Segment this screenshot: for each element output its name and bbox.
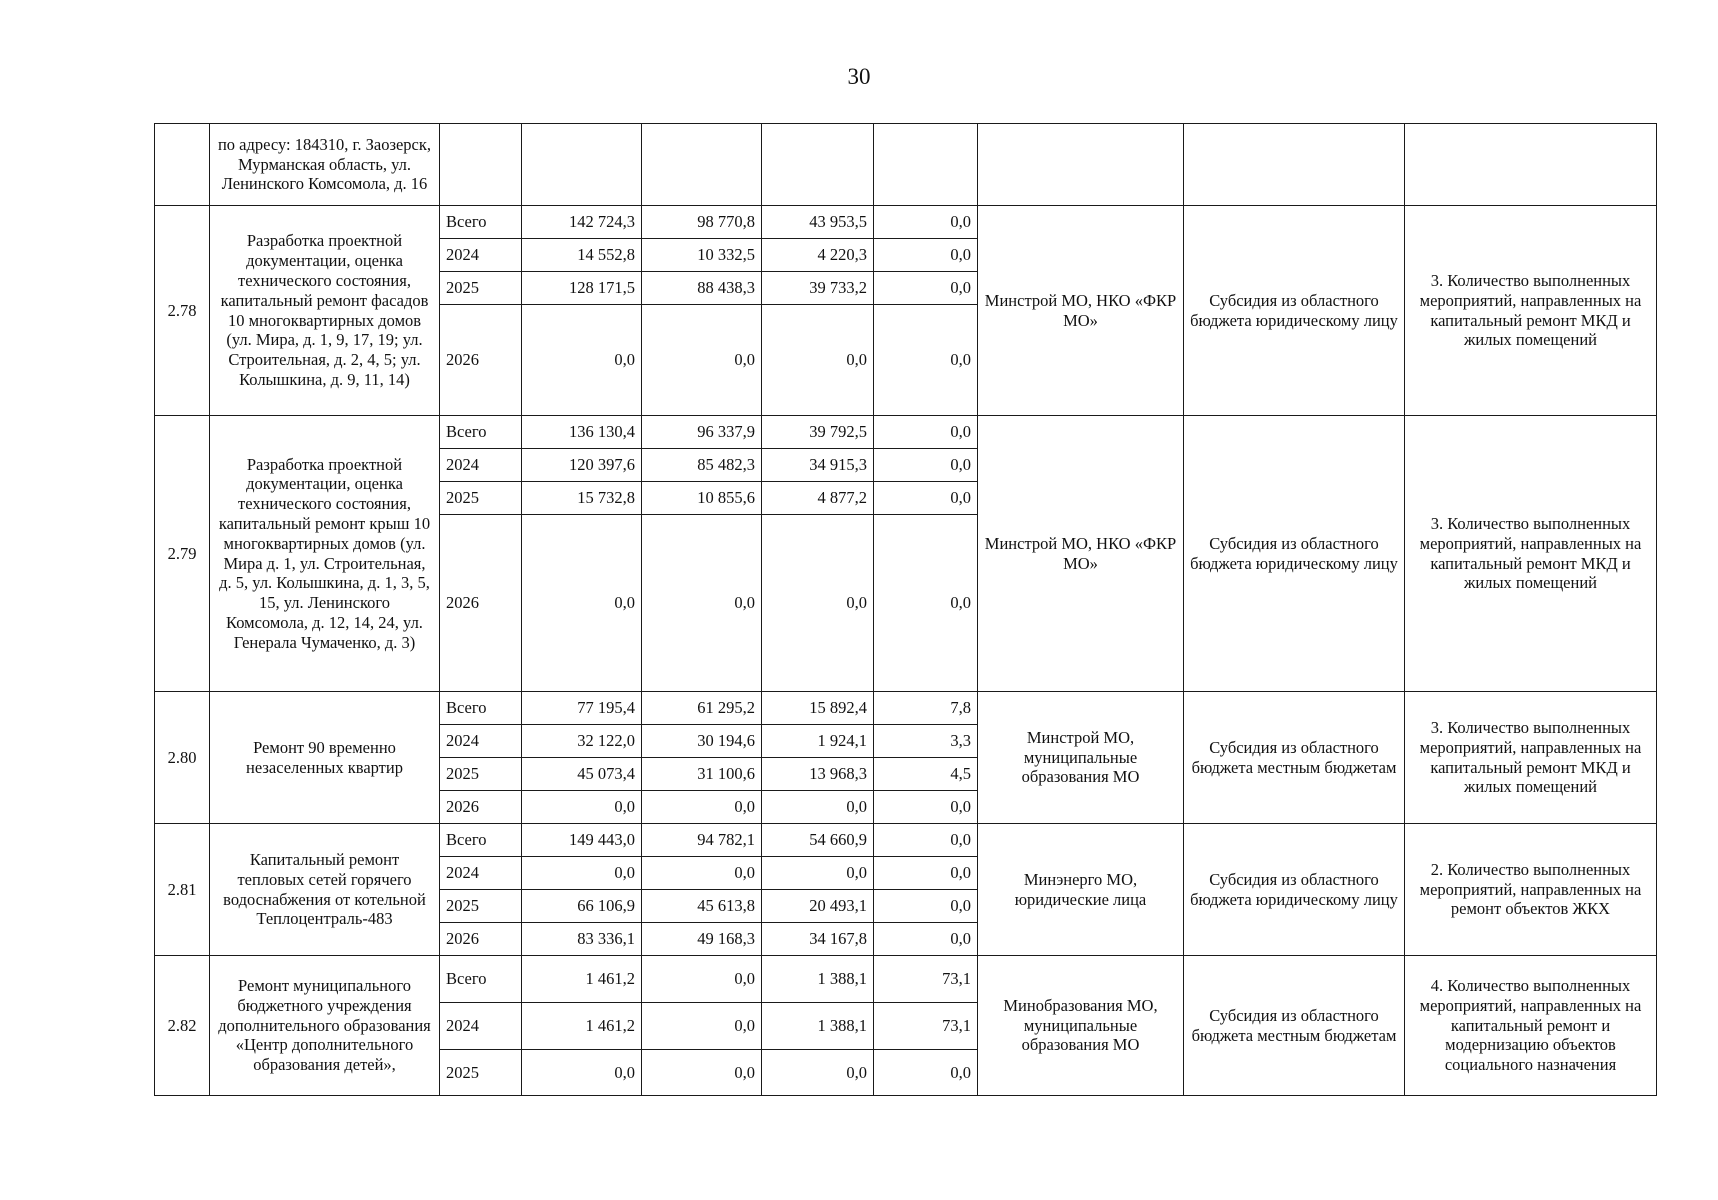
year-cell: Всего	[440, 206, 522, 239]
item-number: 2.80	[155, 692, 210, 824]
executor-cell: Минстрой МО, НКО «ФКР МО»	[978, 416, 1184, 692]
value-cell: 0,0	[762, 857, 874, 890]
value-cell: 0,0	[874, 923, 978, 956]
item-description: Капитальный ремонт тепловых сетей горячего водоснабжения от котельной Теплоцентраль-483	[210, 824, 440, 956]
value-cell: 73,1	[874, 956, 978, 1003]
executor-cell: Минстрой МО, НКО «ФКР МО»	[978, 206, 1184, 416]
year-cell: 2026	[440, 791, 522, 824]
value-cell: 0,0	[642, 515, 762, 692]
value-cell: 0,0	[874, 824, 978, 857]
year-cell: 2026	[440, 923, 522, 956]
value-cell: 0,0	[874, 272, 978, 305]
year-cell	[440, 124, 522, 206]
item-number: 2.82	[155, 956, 210, 1096]
result-cell: 3. Количество выполненных мероприятий, направленных на капитальный ремонт МКД и жилых помещений	[1405, 416, 1657, 692]
year-cell: 2025	[440, 482, 522, 515]
value-cell	[522, 124, 642, 206]
year-cell: 2025	[440, 272, 522, 305]
value-cell: 0,0	[642, 791, 762, 824]
result-cell: 2. Количество выполненных мероприятий, направленных на ремонт объектов ЖКХ	[1405, 824, 1657, 956]
item-number: 2.79	[155, 416, 210, 692]
value-cell: 39 792,5	[762, 416, 874, 449]
value-cell: 142 724,3	[522, 206, 642, 239]
executor-cell	[978, 124, 1184, 206]
value-cell: 13 968,3	[762, 758, 874, 791]
value-cell: 0,0	[874, 482, 978, 515]
value-cell: 4,5	[874, 758, 978, 791]
value-cell: 0,0	[874, 1050, 978, 1096]
value-cell: 43 953,5	[762, 206, 874, 239]
value-cell: 0,0	[522, 515, 642, 692]
executor-cell: Минстрой МО, муниципальные образования МО	[978, 692, 1184, 824]
value-cell: 83 336,1	[522, 923, 642, 956]
value-cell: 1 461,2	[522, 956, 642, 1003]
value-cell: 0,0	[762, 1050, 874, 1096]
program-table	[154, 123, 1657, 1096]
year-cell: 2026	[440, 515, 522, 692]
item-description: Ремонт муниципального бюджетного учреждения дополнительного образования «Центр дополнительного образования детей»,	[210, 956, 440, 1096]
result-cell: 4. Количество выполненных мероприятий, направленных на капитальный ремонт и модернизацию объектов социального назначения	[1405, 956, 1657, 1096]
value-cell: 0,0	[874, 890, 978, 923]
table-row	[155, 124, 1657, 206]
year-cell: 2024	[440, 449, 522, 482]
value-cell: 0,0	[642, 1003, 762, 1050]
value-cell: 0,0	[874, 515, 978, 692]
value-cell: 0,0	[874, 239, 978, 272]
result-cell: 3. Количество выполненных мероприятий, направленных на капитальный ремонт МКД и жилых помещений	[1405, 206, 1657, 416]
value-cell: 0,0	[874, 416, 978, 449]
table-row	[155, 824, 1657, 857]
value-cell: 0,0	[762, 515, 874, 692]
year-cell: 2026	[440, 305, 522, 416]
value-cell: 49 168,3	[642, 923, 762, 956]
funding-cell	[1184, 124, 1405, 206]
table-row	[155, 956, 1657, 1003]
year-cell: 2024	[440, 725, 522, 758]
value-cell: 15 892,4	[762, 692, 874, 725]
value-cell: 54 660,9	[762, 824, 874, 857]
funding-cell: Субсидия из областного бюджета местным бюджетам	[1184, 692, 1405, 824]
funding-cell: Субсидия из областного бюджета юридическому лицу	[1184, 206, 1405, 416]
value-cell: 0,0	[642, 305, 762, 416]
value-cell: 0,0	[874, 857, 978, 890]
item-description: Разработка проектной документации, оценка технического состояния, капитальный ремонт фасадов 10 многоквартирных домов (ул. Мира, д. 1, 9, 17, 19; ул. Строительная, д. 2, 4, 5; ул. Колышкина, д. 9, 11, 14)	[210, 206, 440, 416]
value-cell: 0,0	[522, 1050, 642, 1096]
value-cell: 1 388,1	[762, 1003, 874, 1050]
value-cell: 0,0	[762, 791, 874, 824]
funding-cell: Субсидия из областного бюджета юридическому лицу	[1184, 416, 1405, 692]
table-row	[155, 206, 1657, 239]
item-description: Ремонт 90 временно незаселенных квартир	[210, 692, 440, 824]
value-cell: 20 493,1	[762, 890, 874, 923]
value-cell: 0,0	[874, 449, 978, 482]
result-cell	[1405, 124, 1657, 206]
year-cell: Всего	[440, 956, 522, 1003]
value-cell: 10 855,6	[642, 482, 762, 515]
year-cell: 2024	[440, 239, 522, 272]
value-cell: 39 733,2	[762, 272, 874, 305]
value-cell: 7,8	[874, 692, 978, 725]
value-cell: 0,0	[762, 305, 874, 416]
value-cell: 0,0	[874, 206, 978, 239]
value-cell: 120 397,6	[522, 449, 642, 482]
value-cell: 1 924,1	[762, 725, 874, 758]
year-cell: Всего	[440, 824, 522, 857]
value-cell: 4 877,2	[762, 482, 874, 515]
executor-cell: Минобразования МО, муниципальные образования МО	[978, 956, 1184, 1096]
value-cell: 0,0	[642, 956, 762, 1003]
year-cell: Всего	[440, 692, 522, 725]
value-cell: 98 770,8	[642, 206, 762, 239]
value-cell: 0,0	[642, 857, 762, 890]
value-cell: 31 100,6	[642, 758, 762, 791]
value-cell: 1 461,2	[522, 1003, 642, 1050]
value-cell: 0,0	[642, 1050, 762, 1096]
year-cell: 2025	[440, 1050, 522, 1096]
table-row	[155, 416, 1657, 449]
year-cell: 2024	[440, 857, 522, 890]
table-row	[155, 692, 1657, 725]
page-number: 30	[847, 64, 871, 89]
value-cell: 0,0	[522, 857, 642, 890]
value-cell: 34 167,8	[762, 923, 874, 956]
value-cell: 0,0	[874, 305, 978, 416]
value-cell: 85 482,3	[642, 449, 762, 482]
item-number: 2.78	[155, 206, 210, 416]
value-cell: 1 388,1	[762, 956, 874, 1003]
value-cell: 77 195,4	[522, 692, 642, 725]
value-cell: 32 122,0	[522, 725, 642, 758]
value-cell: 0,0	[522, 791, 642, 824]
year-cell: 2025	[440, 890, 522, 923]
value-cell: 88 438,3	[642, 272, 762, 305]
value-cell	[874, 124, 978, 206]
year-cell: Всего	[440, 416, 522, 449]
value-cell: 34 915,3	[762, 449, 874, 482]
value-cell: 10 332,5	[642, 239, 762, 272]
value-cell: 128 171,5	[522, 272, 642, 305]
funding-cell: Субсидия из областного бюджета юридическому лицу	[1184, 824, 1405, 956]
value-cell: 14 552,8	[522, 239, 642, 272]
value-cell: 0,0	[874, 791, 978, 824]
year-cell: 2025	[440, 758, 522, 791]
year-cell: 2024	[440, 1003, 522, 1050]
value-cell: 45 613,8	[642, 890, 762, 923]
executor-cell: Минэнерго МО, юридические лица	[978, 824, 1184, 956]
value-cell: 73,1	[874, 1003, 978, 1050]
item-description: по адресу: 184310, г. Заозерск, Мурманская область, ул. Ленинского Комсомола, д. 16	[210, 124, 440, 206]
value-cell: 3,3	[874, 725, 978, 758]
value-cell: 30 194,6	[642, 725, 762, 758]
value-cell: 4 220,3	[762, 239, 874, 272]
value-cell: 136 130,4	[522, 416, 642, 449]
value-cell: 0,0	[522, 305, 642, 416]
value-cell: 149 443,0	[522, 824, 642, 857]
item-number	[155, 124, 210, 206]
value-cell: 61 295,2	[642, 692, 762, 725]
result-cell: 3. Количество выполненных мероприятий, направленных на капитальный ремонт МКД и жилых помещений	[1405, 692, 1657, 824]
item-number: 2.81	[155, 824, 210, 956]
value-cell: 45 073,4	[522, 758, 642, 791]
funding-cell: Субсидия из областного бюджета местным бюджетам	[1184, 956, 1405, 1096]
value-cell: 94 782,1	[642, 824, 762, 857]
value-cell: 15 732,8	[522, 482, 642, 515]
value-cell: 66 106,9	[522, 890, 642, 923]
value-cell: 96 337,9	[642, 416, 762, 449]
value-cell	[642, 124, 762, 206]
item-description: Разработка проектной документации, оценка технического состояния, капитальный ремонт крыш 10 многоквартирных домов (ул. Мира д. 1, ул. Строительная, д. 5, ул. Колышкина, д. 1, 3, 5, 15, ул. Ленинского Комсомола, д. 12, 14, 24, ул. Генерала Чумаченко, д. 3)	[210, 416, 440, 692]
value-cell	[762, 124, 874, 206]
